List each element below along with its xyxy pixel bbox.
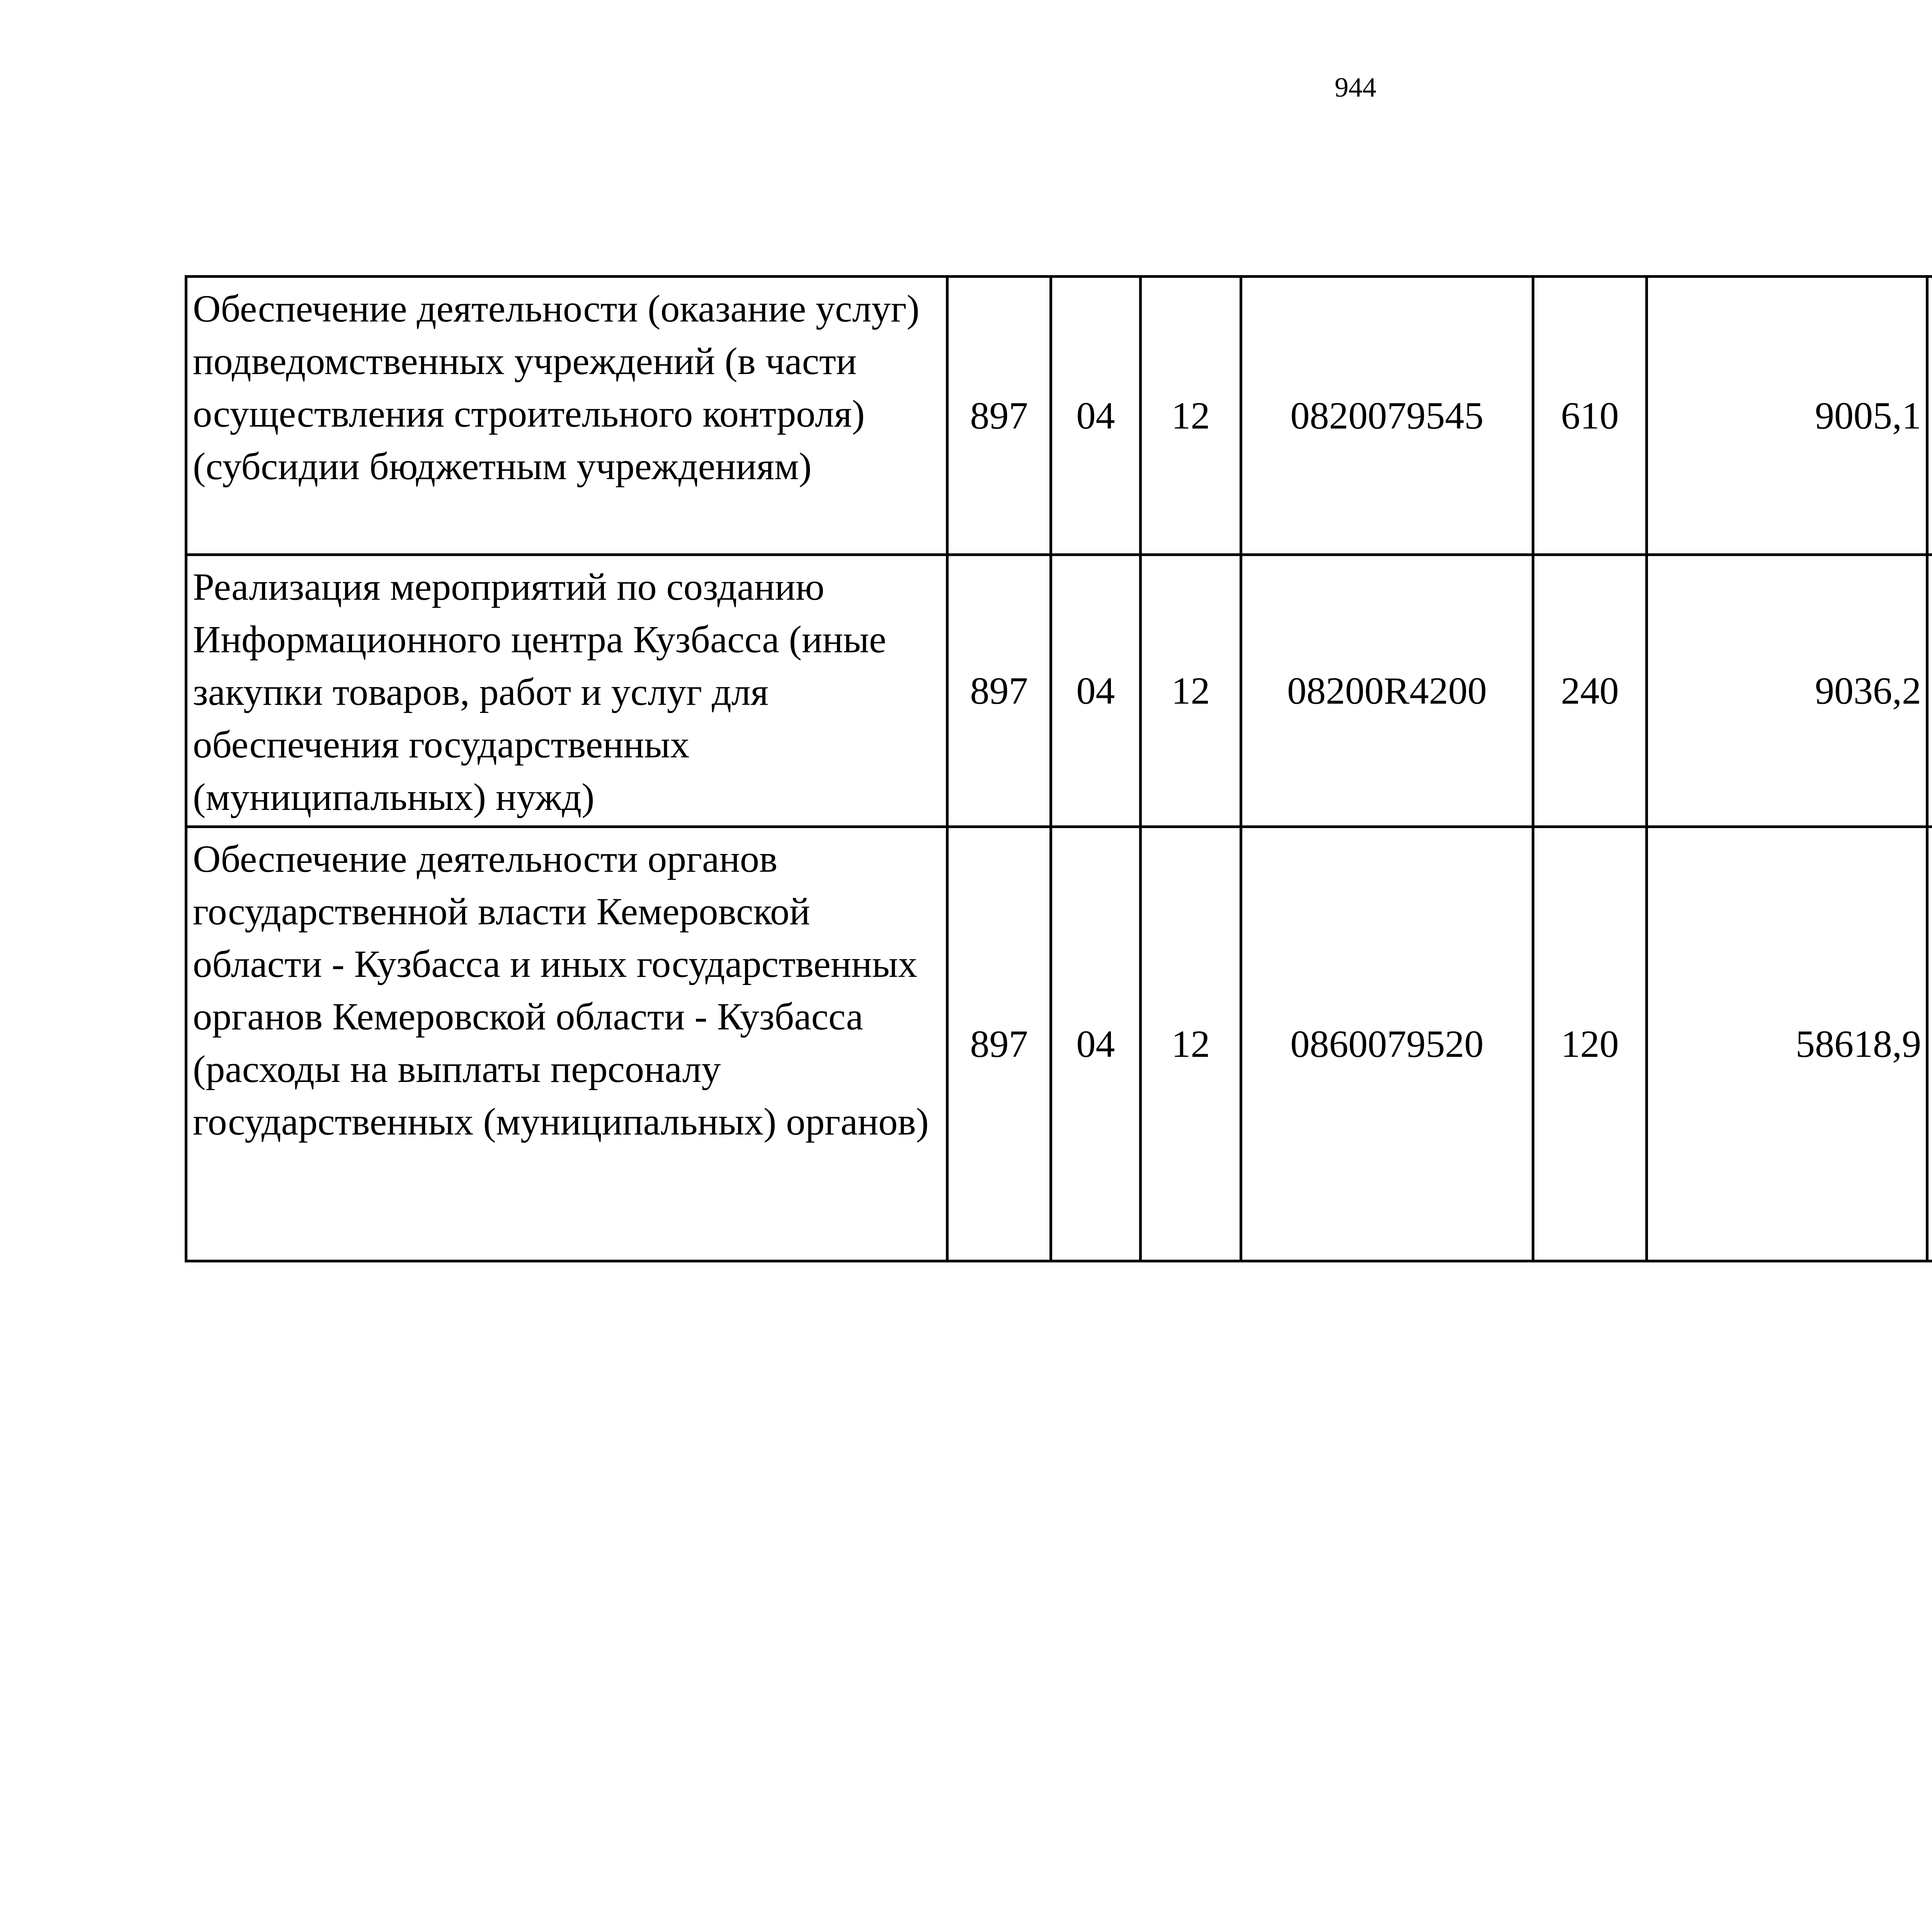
target-article-code: 08200R4200: [1241, 555, 1533, 827]
section-code: 04: [1051, 555, 1141, 827]
row-description: Реализация мероприятий по созданию Информационного центра Кузбасса (иные закупки товаров, работ и услуг для обеспечения государственных (муниципальных) нужд): [186, 555, 947, 827]
table-row: [186, 277, 1932, 555]
amount-2: [1927, 827, 1932, 1261]
amount-2: [1927, 555, 1932, 827]
ministry-code: 897: [947, 277, 1051, 555]
expense-type-code: 610: [1533, 277, 1647, 555]
amount-1: 58618,9: [1647, 827, 1927, 1261]
ministry-code: 897: [947, 827, 1051, 1261]
section-code: 04: [1051, 827, 1141, 1261]
expense-type-code: 120: [1533, 827, 1647, 1261]
subsection-code: 12: [1141, 277, 1241, 555]
target-article-code: 0860079520: [1241, 827, 1533, 1261]
subsection-code: 12: [1141, 827, 1241, 1261]
table-row: [186, 555, 1932, 827]
expense-type-code: 240: [1533, 555, 1647, 827]
table-row: [186, 827, 1932, 1261]
row-description: Обеспечение деятельности (оказание услуг) подведомственных учреждений (в части осуществления строительного контроля) (субсидии бюджетным учреждениям): [186, 277, 947, 555]
ministry-code: 897: [947, 555, 1051, 827]
page-number: 944: [1335, 72, 1376, 103]
target-article-code: 0820079545: [1241, 277, 1533, 555]
row-description: Обеспечение деятельности органов государственной власти Кемеровской области - Кузбасса и иных государственных органов Кемеровской области - Кузбасса (расходы на выплаты персоналу государственных (муниципальных) органов): [186, 827, 947, 1261]
amount-1: 9005,1: [1647, 277, 1927, 555]
amount-2: [1927, 277, 1932, 555]
subsection-code: 12: [1141, 555, 1241, 827]
section-code: 04: [1051, 277, 1141, 555]
amount-1: 9036,2: [1647, 555, 1927, 827]
budget-table: [185, 275, 1932, 1262]
